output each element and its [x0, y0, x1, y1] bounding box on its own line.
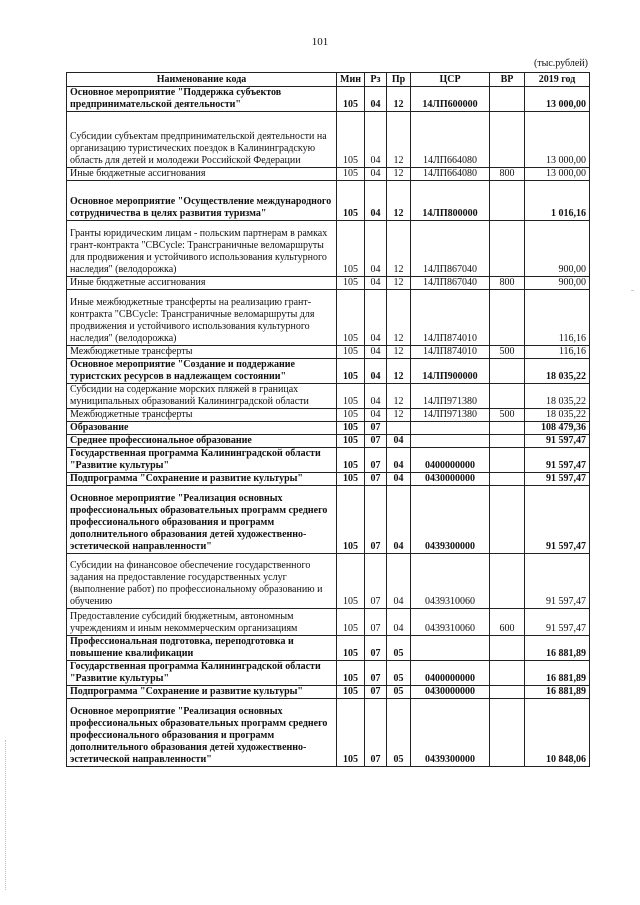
row-name: Государственная программа Калининградской области "Развитие культуры" — [67, 448, 337, 473]
budget-table — [66, 72, 590, 767]
row-min: 105 — [337, 168, 365, 181]
row-min: 105 — [337, 473, 365, 486]
row-csr: 0439300000 — [411, 486, 490, 554]
row-min: 105 — [337, 87, 365, 112]
row-amount: 91 597,47 — [525, 473, 590, 486]
units-label: (тыс.рублей) — [533, 58, 588, 69]
row-amount: 18 035,22 — [525, 409, 590, 422]
table-row — [67, 87, 590, 112]
row-rz: 04 — [365, 346, 387, 359]
row-pr: 12 — [387, 181, 411, 221]
row-csr: 14ЛП867040 — [411, 221, 490, 277]
header-name: Наименование кода — [67, 73, 337, 87]
header-csr: ЦСР — [411, 73, 490, 87]
row-name: Основное мероприятие "Реализация основных профессиональных образовательных программ среднего профессионального образования и программ дополнительного образования детей художественно-эстетической направленности" — [67, 699, 337, 767]
row-min: 105 — [337, 609, 365, 636]
row-rz: 07 — [365, 699, 387, 767]
row-csr — [411, 636, 490, 661]
row-csr: 0430000000 — [411, 473, 490, 486]
table-row — [67, 346, 590, 359]
row-rz: 04 — [365, 112, 387, 168]
row-rz: 04 — [365, 290, 387, 346]
row-name: Подпрограмма "Сохранение и развитие культуры" — [67, 686, 337, 699]
row-pr: 12 — [387, 221, 411, 277]
row-csr — [411, 422, 490, 435]
table-row — [67, 636, 590, 661]
row-name: Предоставление субсидий бюджетным, автономным учреждениям и иным некоммерческим организациям — [67, 609, 337, 636]
row-name: Основное мероприятие "Реализация основных профессиональных образовательных программ среднего профессионального образования и программ дополнительного образования детей художественно-эстетической направленности" — [67, 486, 337, 554]
row-csr: 0400000000 — [411, 661, 490, 686]
scan-margin-marks — [5, 740, 7, 890]
row-vr — [490, 554, 525, 609]
row-amount: 900,00 — [525, 277, 590, 290]
row-min: 105 — [337, 686, 365, 699]
row-rz: 04 — [365, 181, 387, 221]
row-csr: 14ЛП664080 — [411, 168, 490, 181]
row-csr: 0430000000 — [411, 686, 490, 699]
row-csr: 0439310060 — [411, 554, 490, 609]
row-pr: 12 — [387, 87, 411, 112]
row-rz: 07 — [365, 448, 387, 473]
row-name: Иные бюджетные ассигнования — [67, 168, 337, 181]
row-pr: 04 — [387, 554, 411, 609]
table-header-row — [67, 73, 590, 87]
row-name: Субсидии на содержание морских пляжей в границах муниципальных образований Калининградской области — [67, 384, 337, 409]
row-min: 105 — [337, 277, 365, 290]
row-name: Среднее профессиональное образование — [67, 435, 337, 448]
header-pr: Пр — [387, 73, 411, 87]
row-pr: 12 — [387, 290, 411, 346]
row-vr — [490, 699, 525, 767]
row-vr — [490, 290, 525, 346]
row-rz: 04 — [365, 221, 387, 277]
row-name: Профессиональная подготовка, переподготовка и повышение квалификации — [67, 636, 337, 661]
row-rz: 04 — [365, 277, 387, 290]
row-min: 105 — [337, 409, 365, 422]
row-amount: 13 000,00 — [525, 87, 590, 112]
row-rz: 04 — [365, 359, 387, 384]
row-min: 105 — [337, 435, 365, 448]
table-row — [67, 473, 590, 486]
row-rz: 07 — [365, 686, 387, 699]
row-rz: 07 — [365, 554, 387, 609]
row-csr: 14ЛП874010 — [411, 346, 490, 359]
row-pr: 12 — [387, 112, 411, 168]
row-csr: 14ЛП900000 — [411, 359, 490, 384]
row-amount: 91 597,47 — [525, 435, 590, 448]
row-rz: 07 — [365, 609, 387, 636]
row-csr: 0400000000 — [411, 448, 490, 473]
row-pr: 05 — [387, 636, 411, 661]
row-min: 105 — [337, 290, 365, 346]
header-min: Мин — [337, 73, 365, 87]
row-vr — [490, 686, 525, 699]
row-name: Основное мероприятие "Создание и поддержание туристских ресурсов в надлежащем состоянии" — [67, 359, 337, 384]
row-rz: 04 — [365, 384, 387, 409]
row-amount: 1 016,16 — [525, 181, 590, 221]
row-name: Государственная программа Калининградской области "Развитие культуры" — [67, 661, 337, 686]
table-row — [67, 221, 590, 277]
table-row — [67, 384, 590, 409]
row-min: 105 — [337, 384, 365, 409]
row-rz: 07 — [365, 661, 387, 686]
row-vr: 800 — [490, 168, 525, 181]
table-row — [67, 609, 590, 636]
row-rz: 07 — [365, 435, 387, 448]
row-csr: 14ЛП600000 — [411, 87, 490, 112]
row-name: Иные бюджетные ассигнования — [67, 277, 337, 290]
scan-edge-mark — [631, 290, 634, 291]
row-vr — [490, 422, 525, 435]
table-row — [67, 486, 590, 554]
row-min: 105 — [337, 699, 365, 767]
row-rz: 07 — [365, 422, 387, 435]
table-row — [67, 448, 590, 473]
row-pr: 05 — [387, 699, 411, 767]
row-name: Межбюджетные трансферты — [67, 346, 337, 359]
row-min: 105 — [337, 181, 365, 221]
row-rz: 04 — [365, 409, 387, 422]
row-csr: 14ЛП971380 — [411, 409, 490, 422]
row-csr: 14ЛП874010 — [411, 290, 490, 346]
row-min: 105 — [337, 112, 365, 168]
header-amount: 2019 год — [525, 73, 590, 87]
row-vr: 800 — [490, 277, 525, 290]
row-csr: 0439300000 — [411, 699, 490, 767]
row-rz: 07 — [365, 473, 387, 486]
row-amount: 10 848,06 — [525, 699, 590, 767]
row-vr — [490, 384, 525, 409]
row-csr: 14ЛП664080 — [411, 112, 490, 168]
row-amount: 16 881,89 — [525, 686, 590, 699]
row-pr: 12 — [387, 346, 411, 359]
row-amount: 108 479,36 — [525, 422, 590, 435]
row-vr — [490, 486, 525, 554]
table-row — [67, 422, 590, 435]
row-amount: 116,16 — [525, 290, 590, 346]
row-vr: 500 — [490, 409, 525, 422]
row-rz: 04 — [365, 87, 387, 112]
row-amount: 18 035,22 — [525, 384, 590, 409]
row-csr: 14ЛП971380 — [411, 384, 490, 409]
row-vr — [490, 661, 525, 686]
row-vr — [490, 435, 525, 448]
row-min: 105 — [337, 636, 365, 661]
row-pr: 04 — [387, 486, 411, 554]
row-min: 105 — [337, 486, 365, 554]
row-min: 105 — [337, 221, 365, 277]
row-pr: 12 — [387, 168, 411, 181]
row-min: 105 — [337, 422, 365, 435]
row-vr — [490, 448, 525, 473]
row-csr: 0439310060 — [411, 609, 490, 636]
row-vr — [490, 636, 525, 661]
table-row — [67, 661, 590, 686]
row-min: 105 — [337, 359, 365, 384]
table-row — [67, 112, 590, 168]
row-name: Иные межбюджетные трансферты на реализацию грант-контракта "CBCycle: Трансграничные веломаршруты для продвижения и устойчивого использования культурного наследия" (велодорожка) — [67, 290, 337, 346]
row-rz: 07 — [365, 486, 387, 554]
table-row — [67, 409, 590, 422]
header-vr: ВР — [490, 73, 525, 87]
row-vr — [490, 181, 525, 221]
row-pr — [387, 422, 411, 435]
table-row — [67, 290, 590, 346]
table-row — [67, 699, 590, 767]
row-amount: 900,00 — [525, 221, 590, 277]
row-min: 105 — [337, 346, 365, 359]
row-vr: 500 — [490, 346, 525, 359]
row-pr: 04 — [387, 473, 411, 486]
row-amount: 16 881,89 — [525, 636, 590, 661]
row-name: Межбюджетные трансферты — [67, 409, 337, 422]
row-csr — [411, 435, 490, 448]
row-name: Основное мероприятие "Поддержка субъектов предпринимательской деятельности" — [67, 87, 337, 112]
row-csr: 14ЛП800000 — [411, 181, 490, 221]
row-amount: 116,16 — [525, 346, 590, 359]
row-amount: 91 597,47 — [525, 486, 590, 554]
row-amount: 13 000,00 — [525, 112, 590, 168]
table-row — [67, 686, 590, 699]
row-amount: 16 881,89 — [525, 661, 590, 686]
table-row — [67, 359, 590, 384]
row-pr: 12 — [387, 409, 411, 422]
row-pr: 12 — [387, 277, 411, 290]
row-pr: 05 — [387, 686, 411, 699]
row-pr: 04 — [387, 448, 411, 473]
row-amount: 18 035,22 — [525, 359, 590, 384]
row-rz: 04 — [365, 168, 387, 181]
row-vr — [490, 473, 525, 486]
table-row — [67, 168, 590, 181]
row-rz: 07 — [365, 636, 387, 661]
row-vr — [490, 87, 525, 112]
row-vr — [490, 359, 525, 384]
table-row — [67, 435, 590, 448]
row-pr: 05 — [387, 661, 411, 686]
header-rz: Рз — [365, 73, 387, 87]
row-pr: 12 — [387, 359, 411, 384]
row-pr: 04 — [387, 435, 411, 448]
row-amount: 91 597,47 — [525, 554, 590, 609]
row-pr: 04 — [387, 609, 411, 636]
row-csr: 14ЛП867040 — [411, 277, 490, 290]
row-name: Образование — [67, 422, 337, 435]
table-row — [67, 277, 590, 290]
row-name: Субсидии субъектам предпринимательской деятельности на организацию туристических поездок в Калининградскую область для детей и молодежи Российской Федерации — [67, 112, 337, 168]
table-row — [67, 554, 590, 609]
row-min: 105 — [337, 554, 365, 609]
row-name: Гранты юридическим лицам - польским партнерам в рамках грант-контракта "CBCycle: Трансграничные веломаршруты для продвижения и устойчивого использования культурного наследия" (велодорожка) — [67, 221, 337, 277]
row-amount: 91 597,47 — [525, 609, 590, 636]
row-amount: 13 000,00 — [525, 168, 590, 181]
row-vr — [490, 112, 525, 168]
page-number: 101 — [311, 36, 329, 48]
row-min: 105 — [337, 448, 365, 473]
row-name: Основное мероприятие "Осуществление международного сотрудничества в целях развития туризма" — [67, 181, 337, 221]
row-amount: 91 597,47 — [525, 448, 590, 473]
row-vr — [490, 221, 525, 277]
row-name: Субсидии на финансовое обеспечение государственного задания на предоставление государственных услуг (выполнение работ) по профессиональному образованию и обучению — [67, 554, 337, 609]
row-vr: 600 — [490, 609, 525, 636]
row-pr: 12 — [387, 384, 411, 409]
row-name: Подпрограмма "Сохранение и развитие культуры" — [67, 473, 337, 486]
row-min: 105 — [337, 661, 365, 686]
table-row — [67, 181, 590, 221]
